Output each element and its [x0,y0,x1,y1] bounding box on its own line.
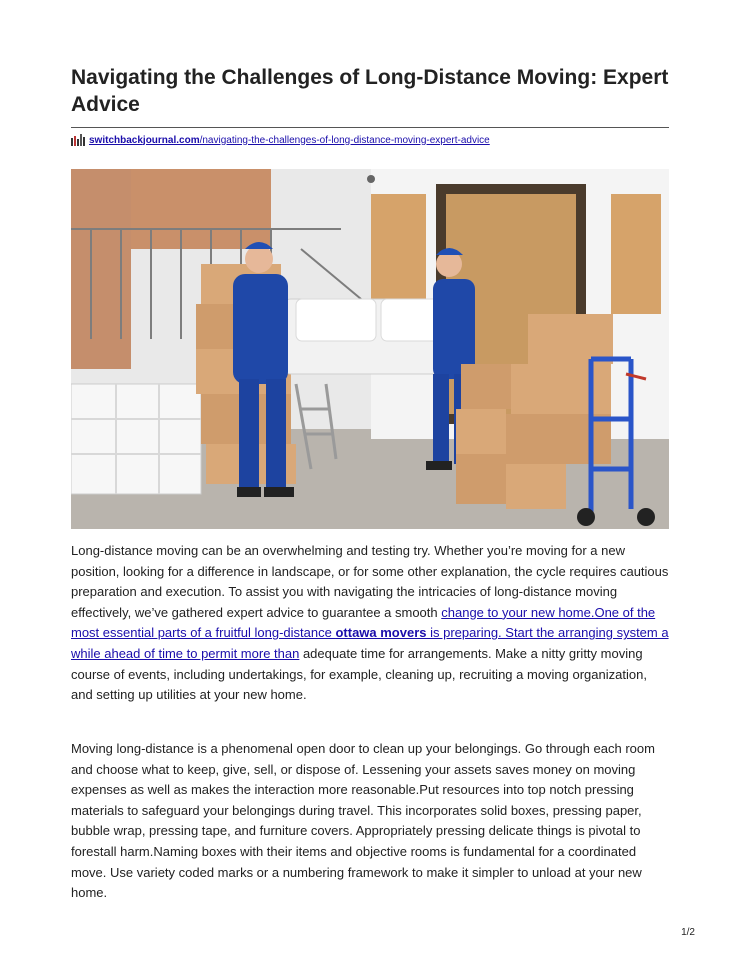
source-domain: switchbackjournal.com [89,134,200,146]
paragraph-1-intro: Long-distance moving can be an overwhelming and testing try. Whether you’re moving for a new position, looking for a difference in landscape, or for some other explanation, the cycle requires cautious preparation and execution. To assist you with navigating the intricacies of long-distance moving effectively, we’ve gathered expert advice to guarantee a smooth [71,543,669,620]
movers-photo [71,169,669,529]
page-number: 1/2 [681,927,695,938]
site-favicon-icon [71,134,86,146]
title-divider [71,127,669,128]
keyword-link[interactable]: ottawa movers [335,625,427,641]
source-link[interactable] [89,135,490,146]
paragraph-2: Moving long-distance is a phenomenal open door to clean up your belongings. Go through each room and choose what to keep, give, sell, or dispose of. Lessening your assets saves money on moving expenses as well as makes the interaction more reasonable.Put resources into top notch pressing materials to safeguard your belongings during travel. This incorporates solid boxes, pressing paper, bubble wrap, pressing tape, and furniture covers. Appropriately pressing delicate things is pivotal to forestall harm.Naming boxes with their items and objective rooms is fundamental for a coordinated move. Use variety coded marks or a numbering framework to make it simpler to unload at your new home. [71,741,655,901]
source-path: /navigating-the-challenges-of-long-distance-moving-expert-advice [199,134,490,146]
paragraph-1-outro: adequate time for arrangements. Make a nitty gritty moving course of events, including undertakings, for example, cleaning up, recruiting a moving organization, and setting up utilities at your new home. [71,645,647,703]
inline-link-start[interactable]: change to your new home.One of the most essential parts of a fruitful long-distance [71,604,656,641]
source-line [71,133,490,147]
article-title: Navigating the Challenges of Long-Distance Moving: Expert Advice [71,66,669,116]
inline-link-end[interactable]: is preparing. Start the arranging system a while ahead of time to permit more than [71,625,669,661]
paragraph-1 [71,541,671,706]
